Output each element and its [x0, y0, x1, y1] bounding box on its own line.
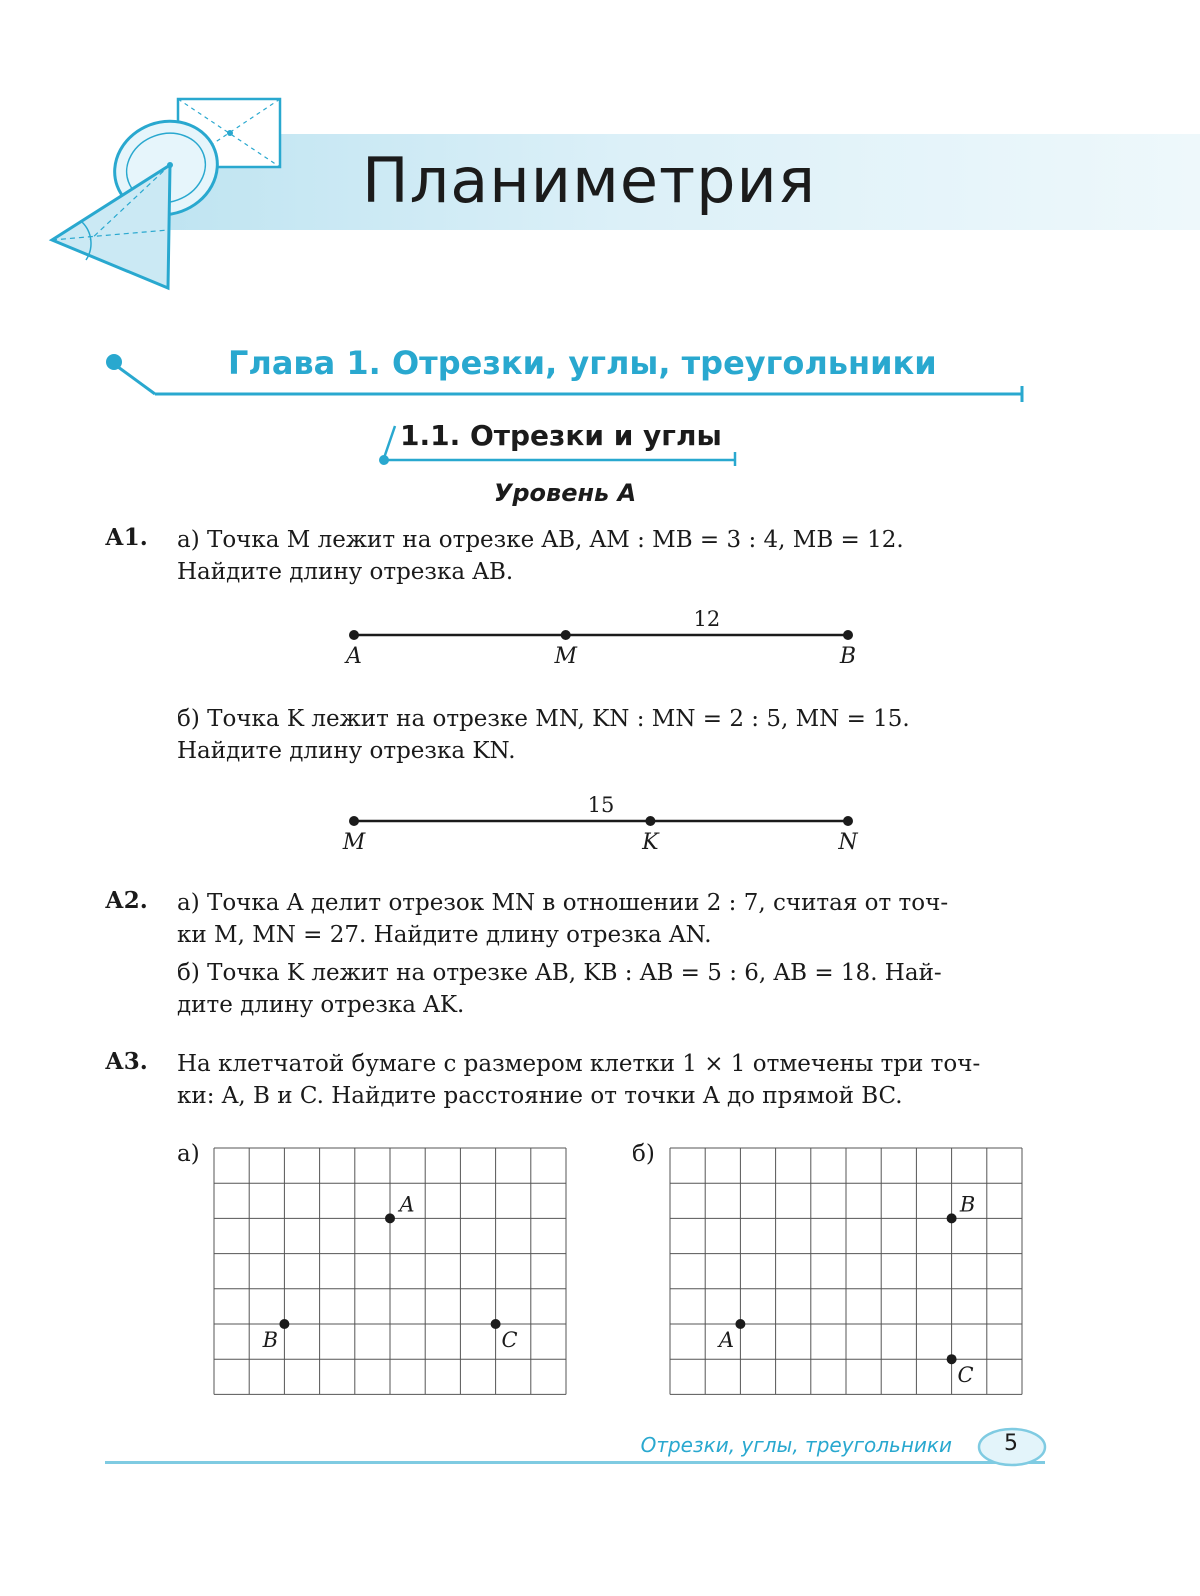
- problem-a1-label: А1.: [105, 524, 148, 551]
- a-point-label-C: C: [501, 1328, 518, 1352]
- problem-a1-part-a: а) Точка M лежит на отрезке AB, AM : MB = 3 : 4, MB = 12. Найдите длину отрезка AB.: [177, 527, 904, 585]
- problem-a2-label: А2.: [105, 887, 148, 914]
- segment-figure-a1b: [330, 786, 880, 861]
- a1a-point-label-A: A: [346, 644, 362, 669]
- footer-rule: [105, 1461, 1045, 1464]
- b-point-label-B: B: [959, 1192, 976, 1217]
- a1a-point-B: [843, 630, 853, 640]
- segment-figure-a1a: [330, 600, 880, 675]
- a-point-A: [385, 1213, 395, 1223]
- a-point-B: [279, 1319, 289, 1329]
- grid-a-label: а): [177, 1141, 200, 1167]
- problem-a2-part-b: б) Точка K лежит на отрезке AB, KB : AB = 5 : 6, AB = 18. Най- дите длину отрезка AK.: [177, 960, 942, 1018]
- a1b-point-N: [843, 816, 853, 826]
- a1a-measure-label: 12: [693, 607, 721, 631]
- page-number: 5: [1004, 1431, 1018, 1456]
- a-point-C: [491, 1319, 501, 1329]
- a1a-point-label-B: B: [839, 644, 857, 669]
- a-point-label-A: A: [399, 1192, 415, 1217]
- grid-b-label: б): [632, 1141, 655, 1167]
- a1a-point-label-M: M: [554, 644, 577, 669]
- problem-a3-label: А3.: [105, 1048, 148, 1075]
- problem-a2-part-a: а) Точка A делит отрезок MN в отношении 2 : 7, считая от точ- ки M, MN = 27. Найдите длину отрезка AN.: [177, 890, 949, 948]
- a1b-point-label-N: N: [838, 830, 858, 855]
- page-title: Планиметрия: [362, 144, 817, 217]
- a-point-label-B: B: [262, 1328, 279, 1352]
- a1a-point-A: [349, 630, 359, 640]
- chapter-title: Глава 1. Отрезки, углы, треугольники: [228, 344, 937, 382]
- a1b-point-label-K: K: [642, 830, 659, 855]
- b-point-B: [947, 1213, 957, 1223]
- a1b-point-K: [645, 816, 655, 826]
- a1b-point-M: [349, 816, 359, 826]
- b-point-label-A: A: [718, 1328, 734, 1352]
- geometry-emblem-icon: [40, 90, 300, 300]
- footer-running-title: Отрезки, углы, треугольники: [640, 1433, 952, 1457]
- grid-figure-b: [660, 1138, 1035, 1406]
- problem-a3-text: На клетчатой бумаге с размером клетки 1 × 1 отмечены три точ- ки: A, B и C. Найдите расстояние от точки A до прямой BC.: [177, 1051, 981, 1109]
- b-point-C: [947, 1354, 957, 1364]
- b-point-A: [735, 1319, 745, 1329]
- level-heading: Уровень А: [493, 479, 637, 507]
- problem-a1-part-b: б) Точка K лежит на отрезке MN, KN : MN = 2 : 5, MN = 15. Найдите длину отрезка KN.: [177, 706, 910, 764]
- a1b-measure-label: 15: [587, 793, 615, 817]
- b-point-label-C: C: [957, 1363, 974, 1388]
- section-title: 1.1. Отрезки и углы: [400, 419, 722, 452]
- grid-figure-a: [204, 1138, 579, 1406]
- a1a-point-M: [561, 630, 571, 640]
- a1b-point-label-M: M: [342, 830, 366, 855]
